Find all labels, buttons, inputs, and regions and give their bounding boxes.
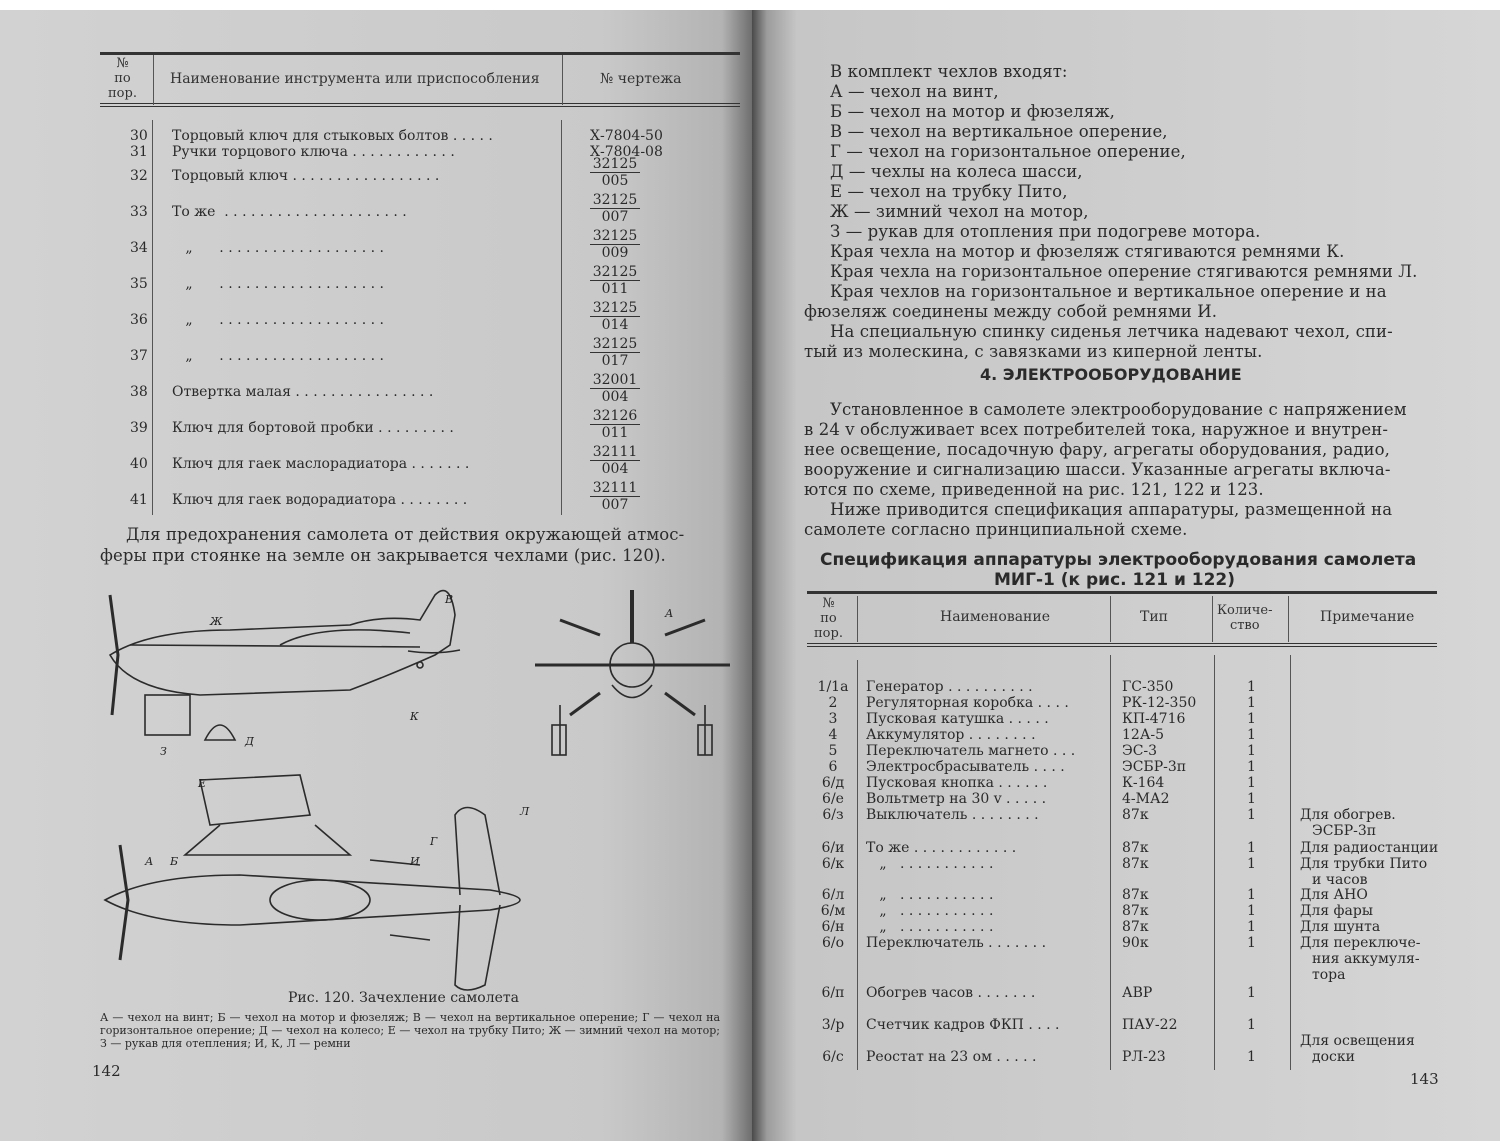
covers-list-item: Е — чехол на трубку Пито, <box>830 182 1068 201</box>
drawing-numerator: 32125 <box>592 336 638 352</box>
spec-header-qty <box>1217 603 1273 633</box>
row-name: Торцовый ключ . . . . . . . . . . . . . . . . . <box>172 168 440 184</box>
spec-row-type: 90к <box>1122 935 1149 951</box>
covers-list-item: А — чехол на винт, <box>830 82 999 101</box>
drawing-numerator: 32001 <box>592 372 638 388</box>
col-divider <box>1110 655 1111 1070</box>
drawing-denominator: 007 <box>590 496 640 513</box>
spec-row-note: Для шунта <box>1300 919 1381 935</box>
drawing-denominator: 007 <box>590 208 640 225</box>
spec-row-number: 6/л <box>821 887 845 903</box>
drawing-denominator: 009 <box>590 244 640 261</box>
spec-row-number: 4 <box>828 727 838 743</box>
col-divider <box>561 120 562 515</box>
spec-row-number: 3 <box>828 711 838 727</box>
paragraph-line: феры при стоянке на земле он закрывается чехлами (рис. 120). <box>100 546 666 565</box>
spec-row-qty: 1 <box>1247 985 1256 1001</box>
spec-row-number: 6/п <box>821 985 845 1001</box>
spec-row-note: Для переключе- <box>1300 935 1421 951</box>
spec-row-note: тора <box>1312 967 1346 983</box>
drawing-denominator: 004 <box>590 388 640 405</box>
row-number: 35 <box>130 276 148 292</box>
spec-row-type: АВР <box>1122 985 1153 1001</box>
row-number: 40 <box>130 456 148 472</box>
drawing-number <box>590 228 640 261</box>
spec-row-name: То же . . . . . . . . . . . . <box>866 840 1017 856</box>
right-page <box>752 10 1500 1141</box>
paragraph-line: Края чехла на мотор и фюзеляж стягиваются ремнями К. <box>830 242 1345 261</box>
spec-title-line: МИГ-1 (к рис. 121 и 122) <box>994 570 1236 590</box>
col-divider <box>1214 655 1215 1070</box>
page-number: 142 <box>92 1062 121 1080</box>
drawing-numerator: 32111 <box>592 480 638 496</box>
spec-row-name: Выключатель . . . . . . . . <box>866 807 1039 823</box>
row-number: 32 <box>130 168 148 184</box>
spec-row-name: Реостат на 23 ом . . . . . <box>866 1049 1037 1065</box>
spec-row-qty: 1 <box>1247 935 1256 951</box>
spec-row-number: 6 <box>828 759 838 775</box>
spec-row-number: 6/м <box>820 903 846 919</box>
row-number: 41 <box>130 492 148 508</box>
row-number: 36 <box>130 312 148 328</box>
label-i: И <box>410 855 420 868</box>
label-a: А <box>145 855 154 868</box>
spec-row-qty: 1 <box>1247 840 1256 856</box>
covers-list-item: З — рукав для отопления при подогреве мотора. <box>830 222 1261 241</box>
spec-header-type: Тип <box>1140 609 1168 625</box>
drawing-numerator: 32125 <box>592 300 638 316</box>
label-z: З <box>160 745 167 758</box>
drawing-number <box>590 480 640 513</box>
spec-row-name: „ . . . . . . . . . . . <box>866 887 994 903</box>
covers-list-item: В — чехол на вертикальное оперение, <box>830 122 1168 141</box>
drawing-number <box>590 408 640 441</box>
drawing-number: Х-7804-50 <box>590 128 663 144</box>
spec-row-note: Для трубки Пито <box>1300 856 1428 872</box>
spec-row-number: 6/з <box>822 807 844 823</box>
side-view-drawing <box>110 591 460 741</box>
drawing-denominator: 011 <box>590 424 640 441</box>
spec-row-type: 87к <box>1122 919 1149 935</box>
spec-row-type: 87к <box>1122 807 1149 823</box>
spec-row-note: и часов <box>1312 872 1368 888</box>
row-name: „ . . . . . . . . . . . . . . . . . . . <box>172 276 384 292</box>
row-name: „ . . . . . . . . . . . . . . . . . . . <box>172 312 384 328</box>
row-number: 30 <box>130 128 148 144</box>
paragraph-line: тый из молескина, с завязками из киперной ленты. <box>804 342 1263 361</box>
spec-row-type: ЭСБР-3п <box>1122 759 1187 775</box>
top-view-drawing <box>105 775 520 990</box>
covers-list-item: Д — чехлы на колеса шасси, <box>830 162 1083 181</box>
label-a-front: А <box>665 607 674 620</box>
row-name: Ключ для гаек водорадиатора . . . . . . . . <box>172 492 468 508</box>
label-v: В <box>445 593 454 606</box>
paragraph-line: Края чехлов на горизонтальное и вертикальное оперение и на <box>830 282 1387 301</box>
figure-caption: Рис. 120. Зачехление самолета <box>288 990 519 1006</box>
front-view-drawing <box>535 590 730 755</box>
spec-row-qty: 1 <box>1247 727 1256 743</box>
spec-row-qty: 1 <box>1247 919 1256 935</box>
col-divider <box>857 596 858 642</box>
spec-row-note: Для освещения <box>1300 1033 1415 1049</box>
spec-row-name: Регуляторная коробка . . . . <box>866 695 1069 711</box>
spec-header-num <box>814 596 843 641</box>
header-num-line: пор. <box>108 86 137 101</box>
spec-row-number: 1/1а <box>817 679 849 695</box>
covers-list-item: Г — чехол на горизонтальное оперение, <box>830 142 1186 161</box>
spec-row-number: 6/о <box>821 935 845 951</box>
spec-header-note: Примечание <box>1320 609 1415 625</box>
drawing-denominator: 011 <box>590 280 640 297</box>
spec-row-type: РК-12-350 <box>1122 695 1197 711</box>
paragraph-line: вооружение и сигнализацию шасси. Указанные агрегаты включа- <box>804 460 1391 479</box>
drawing-numerator: 32125 <box>592 264 638 280</box>
drawing-number <box>590 264 640 297</box>
spec-row-qty: 1 <box>1247 759 1256 775</box>
covers-list-item: Ж — зимний чехол на мотор, <box>830 202 1089 221</box>
header-rule <box>100 106 740 107</box>
spec-row-type: 12А-5 <box>1122 727 1165 743</box>
spec-row-type: 87к <box>1122 840 1149 856</box>
header-qty-line: Количе- <box>1217 603 1273 618</box>
col-divider <box>857 660 858 1070</box>
page-number: 143 <box>1410 1070 1439 1088</box>
row-name: Ключ для бортовой пробки . . . . . . . . . <box>172 420 454 436</box>
spec-row-qty: 1 <box>1247 711 1256 727</box>
spec-row-number: 6/к <box>821 856 845 872</box>
spec-row-name: Генератор . . . . . . . . . . <box>866 679 1033 695</box>
label-l: Л <box>520 805 530 818</box>
drawing-number <box>590 156 640 189</box>
table-top-rule <box>100 52 740 55</box>
drawing-numerator: 32125 <box>592 228 638 244</box>
spec-row-qty: 1 <box>1247 887 1256 903</box>
spec-row-number: 2 <box>828 695 838 711</box>
spec-row-name: „ . . . . . . . . . . . <box>866 903 994 919</box>
header-name: Наименование инструмента или приспособления <box>170 71 540 87</box>
label-b: Б <box>170 855 179 868</box>
spec-row-type: КП-4716 <box>1122 711 1186 727</box>
spec-row-qty: 1 <box>1247 1049 1256 1065</box>
drawing-number <box>590 372 640 405</box>
drawing-number: Х-7804-08 <box>590 144 663 160</box>
paragraph-line: Края чехла на горизонтальное оперение стягиваются ремнями Л. <box>830 262 1418 281</box>
figure-legend: А — чехол на винт; Б — чехол на мотор и фюзеляж; В — чехол на вертикальное оперение; Г — чехол на горизонтальное оперение; Д — чехол на колесо; Е — чехол на трубку Пито; Ж — зимний чехол на мотор; З — рукав для отепления; И, К, Л — ремни <box>100 1011 720 1050</box>
label-zh: Ж <box>210 615 223 628</box>
spec-row-qty: 1 <box>1247 775 1256 791</box>
spec-row-type: 4-МА2 <box>1122 791 1170 807</box>
row-number: 34 <box>130 240 148 256</box>
spec-row-note: ЭСБР-3п <box>1312 823 1377 839</box>
spec-row-qty: 1 <box>1247 856 1256 872</box>
header-drawing: № чертежа <box>600 71 682 87</box>
row-name: То же . . . . . . . . . . . . . . . . . . . . . <box>172 204 407 220</box>
spec-row-note: Для радиостанции <box>1300 840 1439 856</box>
drawing-numerator: 32111 <box>592 444 638 460</box>
row-number: 39 <box>130 420 148 436</box>
spec-row-name: „ . . . . . . . . . . . <box>866 919 994 935</box>
spec-row-number: 5 <box>828 743 838 759</box>
spec-row-note: Для фары <box>1300 903 1373 919</box>
row-number: 38 <box>130 384 148 400</box>
spec-row-name: Переключатель . . . . . . . <box>866 935 1047 951</box>
paragraph-line: Ниже приводится спецификация аппаратуры, размещенной на <box>830 500 1393 519</box>
label-g: Г <box>430 835 438 848</box>
spec-row-name: Обогрев часов . . . . . . . <box>866 985 1036 1001</box>
header-num-line: пор. <box>814 626 843 641</box>
spec-row-name: Счетчик кадров ФКП . . . . <box>866 1017 1060 1033</box>
col-divider <box>1110 596 1111 642</box>
spec-row-number: 3/р <box>821 1017 845 1033</box>
spec-title-line: Спецификация аппаратуры электрооборудования самолета <box>820 550 1417 570</box>
drawing-number <box>590 300 640 333</box>
header-qty-line: ство <box>1229 618 1260 633</box>
col-divider <box>153 55 154 105</box>
header-rule <box>807 646 1437 647</box>
spec-top-rule <box>807 591 1437 594</box>
left-page <box>0 10 752 1141</box>
spec-row-number: 6/и <box>821 840 845 856</box>
row-name: Ключ для гаек маслорадиатора . . . . . . . <box>172 456 470 472</box>
row-name: „ . . . . . . . . . . . . . . . . . . . <box>172 348 384 364</box>
spec-row-name: Пусковая катушка . . . . . <box>866 711 1049 727</box>
col-divider <box>1212 596 1213 642</box>
spec-row-type: 87к <box>1122 856 1149 872</box>
spec-row-number: 6/н <box>821 919 845 935</box>
spec-row-qty: 1 <box>1247 791 1256 807</box>
spec-row-note: Для АНО <box>1300 887 1368 903</box>
col-divider <box>1288 596 1289 642</box>
row-number: 33 <box>130 204 148 220</box>
row-number: 37 <box>130 348 148 364</box>
drawing-number <box>590 336 640 369</box>
figure-aircraft-covers <box>90 575 740 995</box>
spec-row-qty: 1 <box>1247 743 1256 759</box>
header-num-line: по <box>114 71 131 86</box>
paragraph-line: самолете согласно принципиальной схеме. <box>804 520 1188 539</box>
label-d: Д <box>245 735 254 748</box>
header-num-line: № <box>116 56 129 71</box>
drawing-numerator: 32125 <box>592 156 638 172</box>
paragraph-line: ются по схеме, приведенной на рис. 121, 122 и 123. <box>804 480 1264 499</box>
paragraph-line: фюзеляж соединены между собой ремнями И. <box>804 302 1218 321</box>
spec-row-name: Электросбрасыватель . . . . <box>866 759 1065 775</box>
spec-row-name: „ . . . . . . . . . . . <box>866 856 994 872</box>
covers-list-item: В комплект чехлов входят: <box>830 62 1068 81</box>
label-k: К <box>410 710 419 723</box>
spec-header-name: Наименование <box>940 609 1050 625</box>
drawing-numerator: 32125 <box>592 192 638 208</box>
row-number: 31 <box>130 144 148 160</box>
spec-row-qty: 1 <box>1247 807 1256 823</box>
drawing-number <box>590 192 640 225</box>
label-e: Е <box>198 777 207 790</box>
spec-row-type: ЭС-3 <box>1122 743 1158 759</box>
col-divider <box>1290 655 1291 1070</box>
header-num-line: № <box>822 596 835 611</box>
paragraph-line: в 24 v обслуживает всех потребителей тока, наружное и внутрен- <box>804 420 1389 439</box>
spec-row-type: 87к <box>1122 903 1149 919</box>
drawing-numerator: 32126 <box>592 408 638 424</box>
spec-row-note: ния аккумуля- <box>1312 951 1420 967</box>
row-name: Ручки торцового ключа . . . . . . . . . . . . <box>172 144 455 160</box>
paragraph-line: Установленное в самолете электрооборудование с напряжением <box>830 400 1407 419</box>
col-divider <box>562 55 563 105</box>
header-num-line: по <box>820 611 837 626</box>
spec-row-name: Пусковая кнопка . . . . . . <box>866 775 1048 791</box>
header-rule <box>100 103 740 104</box>
spec-row-number: 6/с <box>822 1049 844 1065</box>
header-rule <box>807 643 1437 644</box>
row-name: Торцовый ключ для стыковых болтов . . . . . <box>172 128 493 144</box>
spec-row-qty: 1 <box>1247 679 1256 695</box>
spec-row-type: 87к <box>1122 887 1149 903</box>
drawing-denominator: 017 <box>590 352 640 369</box>
paragraph-line: нее освещение, посадочную фару, агрегаты оборудования, радио, <box>804 440 1391 459</box>
spec-row-qty: 1 <box>1247 903 1256 919</box>
drawing-denominator: 004 <box>590 460 640 477</box>
drawing-denominator: 005 <box>590 172 640 189</box>
spec-row-name: Вольтметр на 30 v . . . . . <box>866 791 1047 807</box>
paragraph-line: Для предохранения самолета от действия окружающей атмос- <box>126 525 685 544</box>
spec-row-note: Для обогрев. <box>1300 807 1396 823</box>
covers-list-item: Б — чехол на мотор и фюзеляж, <box>830 102 1115 121</box>
spec-row-type: ПАУ-22 <box>1122 1017 1178 1033</box>
col-divider <box>152 120 153 515</box>
row-name: „ . . . . . . . . . . . . . . . . . . . <box>172 240 384 256</box>
drawing-number <box>590 444 640 477</box>
spec-row-name: Переключатель магнето . . . <box>866 743 1076 759</box>
paragraph-line: На специальную спинку сиденья летчика надевают чехол, спи- <box>830 322 1393 341</box>
row-name: Отвертка малая . . . . . . . . . . . . . . . . <box>172 384 434 400</box>
spec-row-name: Аккумулятор . . . . . . . . <box>866 727 1036 743</box>
spec-row-number: 6/е <box>822 791 844 807</box>
spec-row-type: ГС-350 <box>1122 679 1174 695</box>
spec-row-note: доски <box>1312 1049 1355 1065</box>
spec-row-qty: 1 <box>1247 1017 1256 1033</box>
drawing-denominator: 014 <box>590 316 640 333</box>
spec-row-type: РЛ-23 <box>1122 1049 1166 1065</box>
section-title: 4. ЭЛЕКТРООБОРУДОВАНИЕ <box>980 365 1242 384</box>
spec-row-number: 6/д <box>821 775 845 791</box>
header-num <box>108 56 137 101</box>
spec-row-qty: 1 <box>1247 695 1256 711</box>
spec-row-type: К-164 <box>1122 775 1165 791</box>
